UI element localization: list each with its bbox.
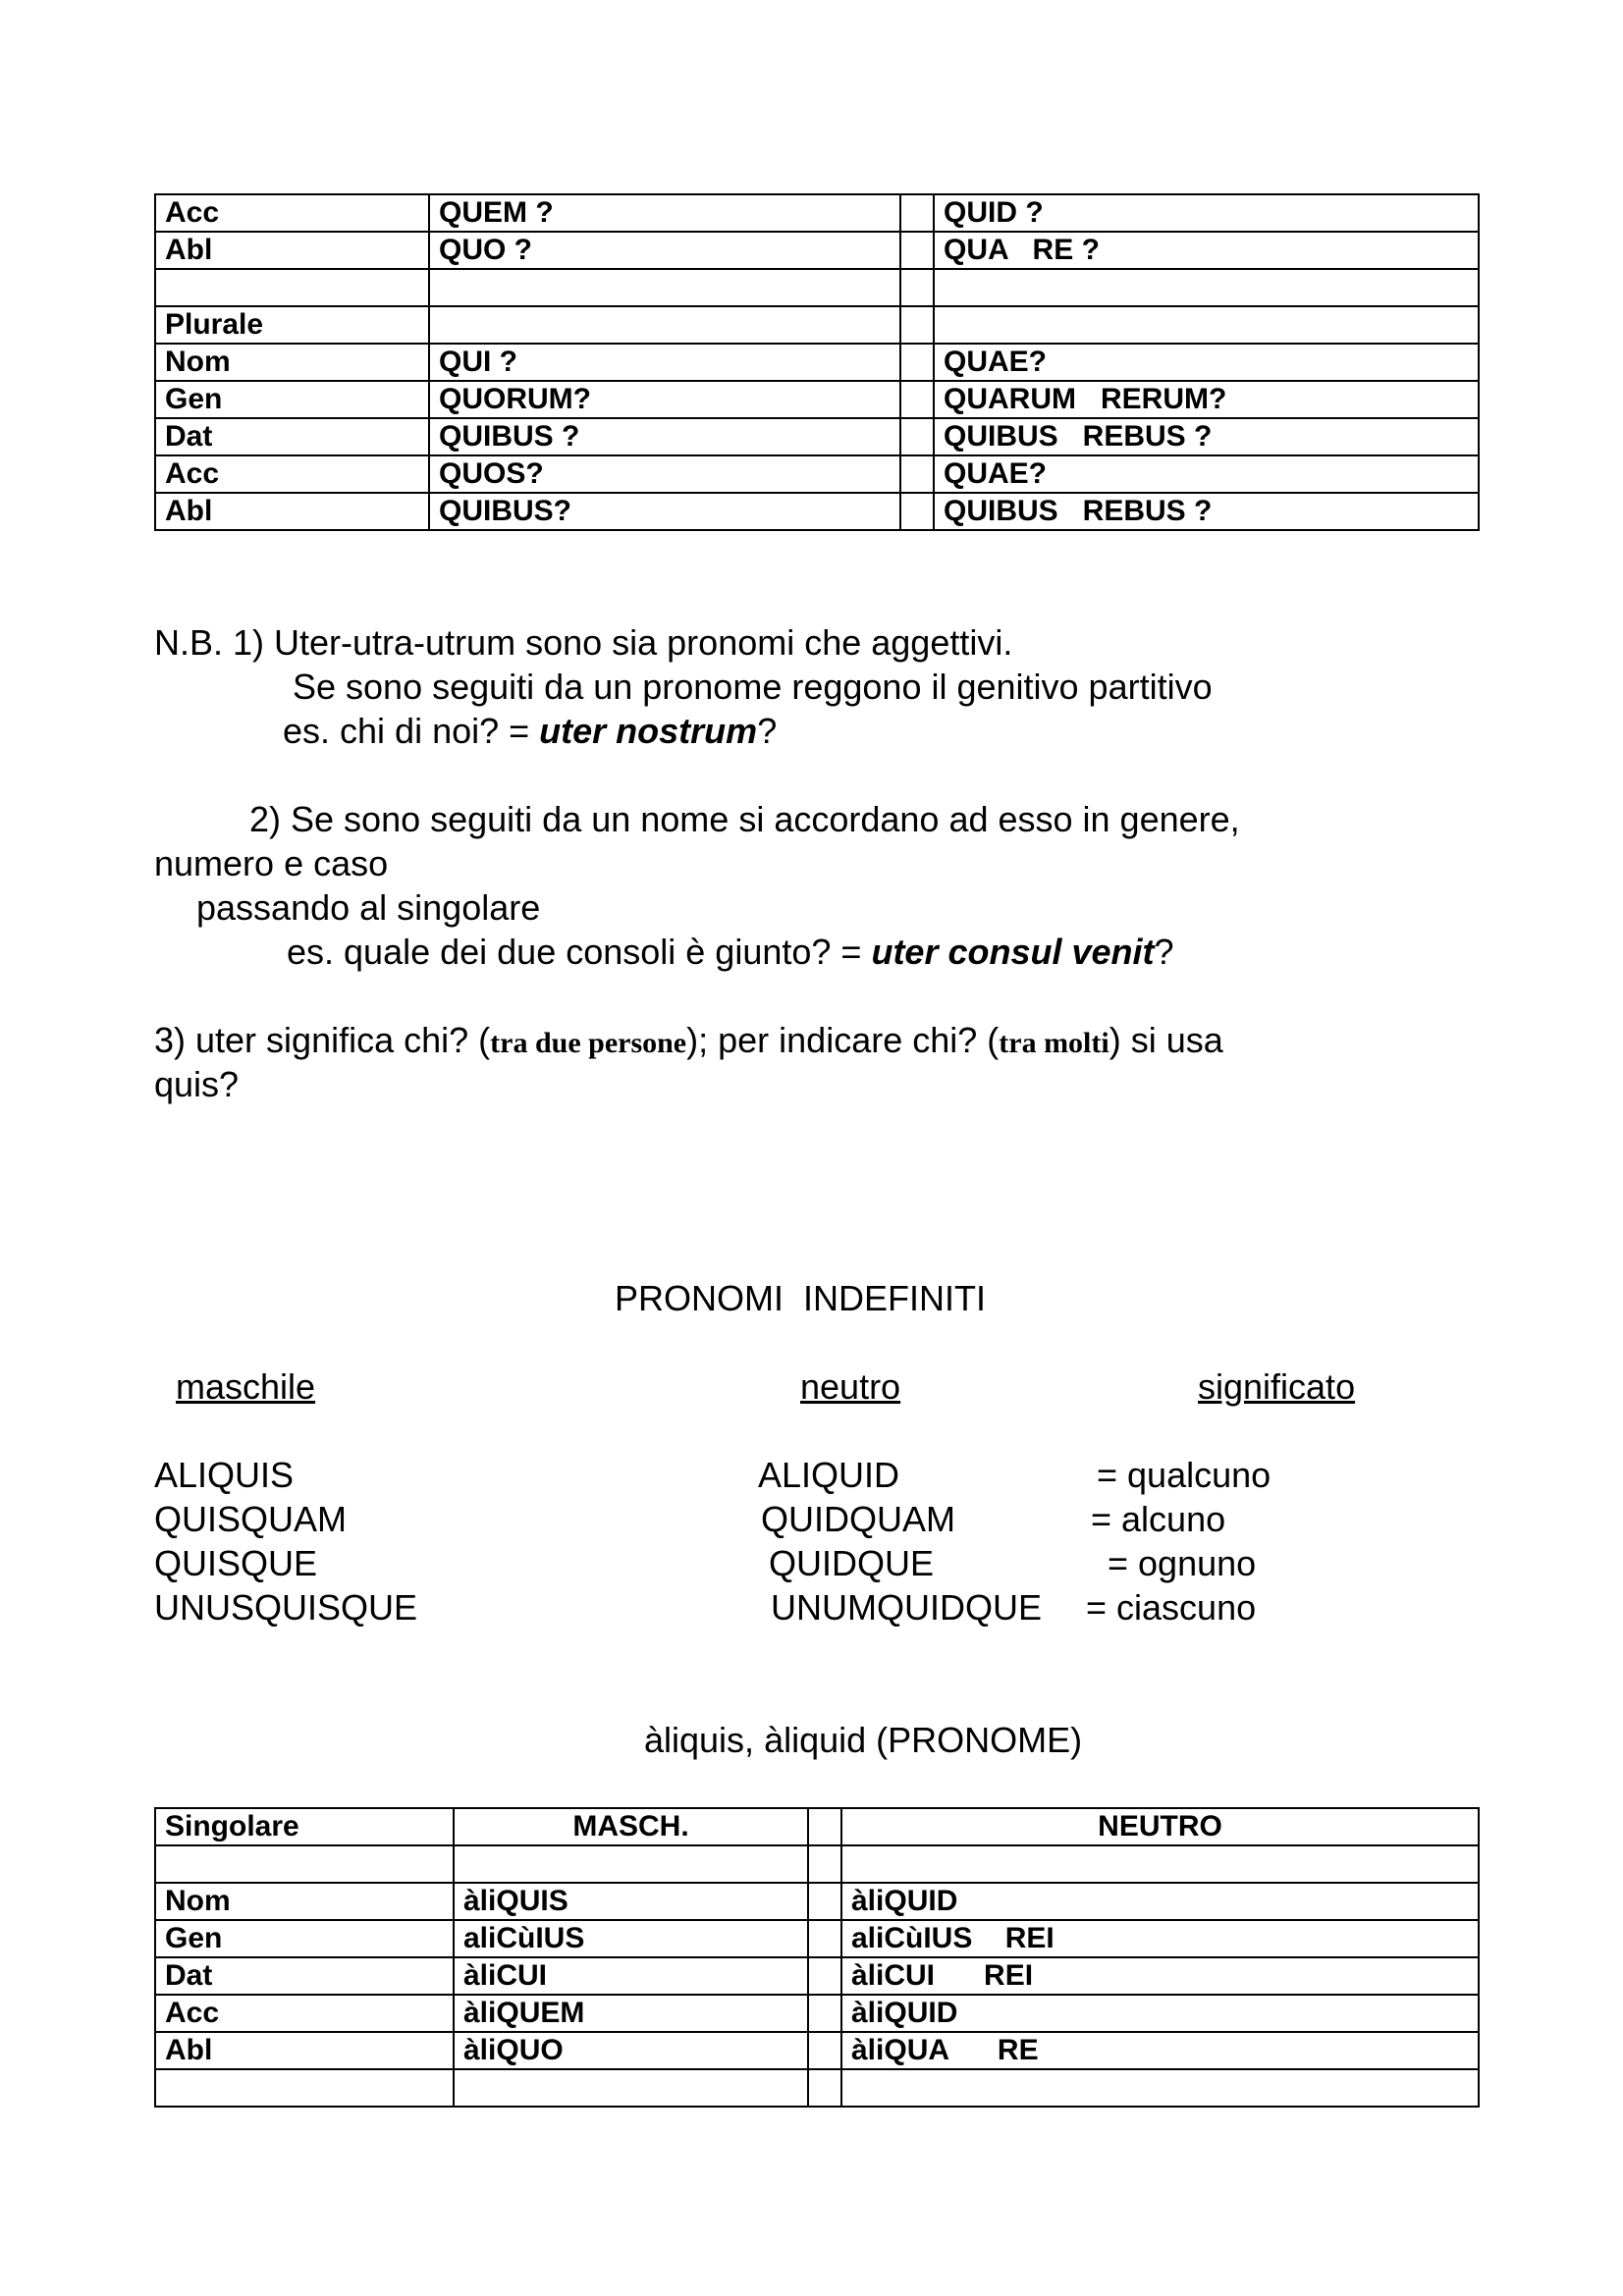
table-cell xyxy=(900,232,934,269)
table-cell: Gen xyxy=(155,381,429,418)
note-3-line-2: quis? xyxy=(154,1064,240,1104)
table-row xyxy=(155,455,1479,493)
note-3-small-1: tra due persone xyxy=(490,1027,687,1059)
note-2-line-3: passando al singolare xyxy=(196,887,541,928)
table-cell: Dat xyxy=(155,418,429,455)
table-cell xyxy=(900,418,934,455)
table-cell xyxy=(808,1920,841,1957)
aliquis-declension-table xyxy=(154,1807,1480,2108)
note-2-example: es. quale dei due consoli è giunto? = xyxy=(287,932,872,972)
note-1-line-2: Se sono seguiti da un pronome reggono il genitivo partitivo xyxy=(293,667,1213,707)
table-cell xyxy=(934,269,1479,306)
table-header-cell: NEUTRO xyxy=(841,1808,1479,1845)
table-cell: QUAE? xyxy=(934,344,1479,381)
table-cell xyxy=(429,306,900,344)
table-cell xyxy=(155,1845,454,1883)
table-cell: QUIBUS REBUS ? xyxy=(934,493,1479,530)
table-cell: Abl xyxy=(155,232,429,269)
table-header-cell xyxy=(808,1808,841,1845)
table-cell xyxy=(841,1845,1479,1883)
table-cell xyxy=(808,2069,841,2107)
table-cell xyxy=(841,2069,1479,2107)
table-cell xyxy=(454,2069,808,2107)
table-cell: àliQUID xyxy=(841,1995,1479,2032)
table-cell: Abl xyxy=(155,493,429,530)
note-3-part-1: 3) uter significa chi? ( xyxy=(154,1020,491,1060)
table-row xyxy=(155,2069,1479,2107)
table-cell: Nom xyxy=(155,344,429,381)
table-cell: QUEM ? xyxy=(429,194,900,232)
table-row xyxy=(155,269,1479,306)
header-maschile: maschile xyxy=(176,1366,316,1407)
table-cell: QUI ? xyxy=(429,344,900,381)
table-cell: àliQUO xyxy=(454,2032,808,2069)
table-header-cell: MASCH. xyxy=(454,1808,808,1845)
note-2-latin: uter consul venit xyxy=(871,932,1155,972)
table-cell: Acc xyxy=(155,1995,454,2032)
table1-body xyxy=(155,194,1479,530)
table-row xyxy=(155,194,1479,232)
note-3-part-3: ) si usa xyxy=(1109,1020,1223,1060)
table-cell xyxy=(808,1995,841,2032)
sig-alcuno: = alcuno xyxy=(1091,1499,1226,1539)
table-cell xyxy=(900,306,934,344)
table-cell: QUORUM? xyxy=(429,381,900,418)
table-cell: Acc xyxy=(155,194,429,232)
table-row xyxy=(155,306,1479,344)
note-2-line-2: numero e caso xyxy=(154,843,389,883)
table-row xyxy=(155,232,1479,269)
masc-quisque: QUISQUE xyxy=(154,1543,318,1583)
note-1-latin: uter nostrum xyxy=(539,711,758,751)
table-cell: Acc xyxy=(155,455,429,493)
table-cell xyxy=(900,455,934,493)
sig-ognuno: = ognuno xyxy=(1108,1543,1257,1583)
table-cell: QUOS? xyxy=(429,455,900,493)
note-1-example: es. chi di noi? = xyxy=(283,711,540,751)
table-cell: QUARUM RERUM? xyxy=(934,381,1479,418)
sig-ciascuno: = ciascuno xyxy=(1086,1587,1257,1628)
header-neutro: neutro xyxy=(800,1366,901,1407)
table-cell xyxy=(808,1845,841,1883)
note-2-line-4 xyxy=(287,931,1174,974)
table-row xyxy=(155,1845,1479,1883)
table-cell: àliCUI xyxy=(454,1957,808,1995)
table-cell: àliCUI REI xyxy=(841,1957,1479,1995)
table-cell xyxy=(429,269,900,306)
table-row xyxy=(155,1995,1479,2032)
neut-quidquam: QUIDQUAM xyxy=(761,1499,955,1539)
table-row xyxy=(155,1920,1479,1957)
table-cell: àliQUA RE xyxy=(841,2032,1479,2069)
note-3-line-1 xyxy=(154,1019,1223,1065)
table-cell xyxy=(900,194,934,232)
neut-aliquid: ALIQUID xyxy=(758,1455,900,1495)
table-cell xyxy=(900,269,934,306)
table-cell: Nom xyxy=(155,1883,454,1920)
masc-unusquisque: UNUSQUISQUE xyxy=(154,1587,418,1628)
table-cell: aliCùIUS REI xyxy=(841,1920,1479,1957)
note-1-line-3 xyxy=(283,710,777,753)
table-cell: àliQUID xyxy=(841,1883,1479,1920)
table-cell xyxy=(900,344,934,381)
aliquis-title: àliquis, àliquid (PRONOME) xyxy=(644,1720,1083,1760)
table-cell: àliQUIS xyxy=(454,1883,808,1920)
table-cell: Plurale xyxy=(155,306,429,344)
table-cell: àliQUEM xyxy=(454,1995,808,2032)
table-row xyxy=(155,418,1479,455)
note-1-qmark: ? xyxy=(757,711,778,751)
table-row xyxy=(155,2032,1479,2069)
header-significato: significato xyxy=(1198,1366,1356,1407)
masc-quisquam: QUISQUAM xyxy=(154,1499,348,1539)
table-row xyxy=(155,381,1479,418)
note-1-line-1: N.B. 1) Uter-utra-utrum sono sia pronomi che aggettivi. xyxy=(154,622,1013,663)
table-cell xyxy=(808,1957,841,1995)
masc-aliquis: ALIQUIS xyxy=(154,1455,295,1495)
table-cell xyxy=(934,306,1479,344)
table-cell: QUIBUS? xyxy=(429,493,900,530)
table-row xyxy=(155,1957,1479,1995)
note-3-small-2: tra molti xyxy=(999,1027,1109,1059)
table-cell: QUID ? xyxy=(934,194,1479,232)
table-cell: Abl xyxy=(155,2032,454,2069)
neut-unumquidque: UNUMQUIDQUE xyxy=(771,1587,1042,1628)
table-cell: Dat xyxy=(155,1957,454,1995)
table2-body xyxy=(155,1808,1479,2107)
table-cell: QUO ? xyxy=(429,232,900,269)
table-row xyxy=(155,1883,1479,1920)
table-cell: QUA RE ? xyxy=(934,232,1479,269)
table-cell xyxy=(808,2032,841,2069)
sig-qualcuno: = qualcuno xyxy=(1097,1455,1271,1495)
table-header-cell: Singolare xyxy=(155,1808,454,1845)
plural-declension-table xyxy=(154,193,1480,531)
table-cell: aliCùIUS xyxy=(454,1920,808,1957)
table-row xyxy=(155,493,1479,530)
note-2-qmark: ? xyxy=(1154,932,1174,972)
table-cell: Gen xyxy=(155,1920,454,1957)
table-row xyxy=(155,344,1479,381)
table-cell xyxy=(155,269,429,306)
table-cell xyxy=(155,2069,454,2107)
indefiniti-title: PRONOMI INDEFINITI xyxy=(615,1278,986,1318)
table-cell: QUAE? xyxy=(934,455,1479,493)
table-cell xyxy=(454,1845,808,1883)
table-cell: QUIBUS ? xyxy=(429,418,900,455)
neut-quidque: QUIDQUE xyxy=(769,1543,935,1583)
table-cell xyxy=(900,493,934,530)
table-row xyxy=(155,1808,1479,1845)
note-2-line-1: 2) Se sono seguiti da un nome si accordano ad esso in genere, xyxy=(249,799,1240,839)
note-3-part-2: ); per indicare chi? ( xyxy=(686,1020,1000,1060)
table-cell xyxy=(808,1883,841,1920)
table-cell xyxy=(900,381,934,418)
table-cell: QUIBUS REBUS ? xyxy=(934,418,1479,455)
